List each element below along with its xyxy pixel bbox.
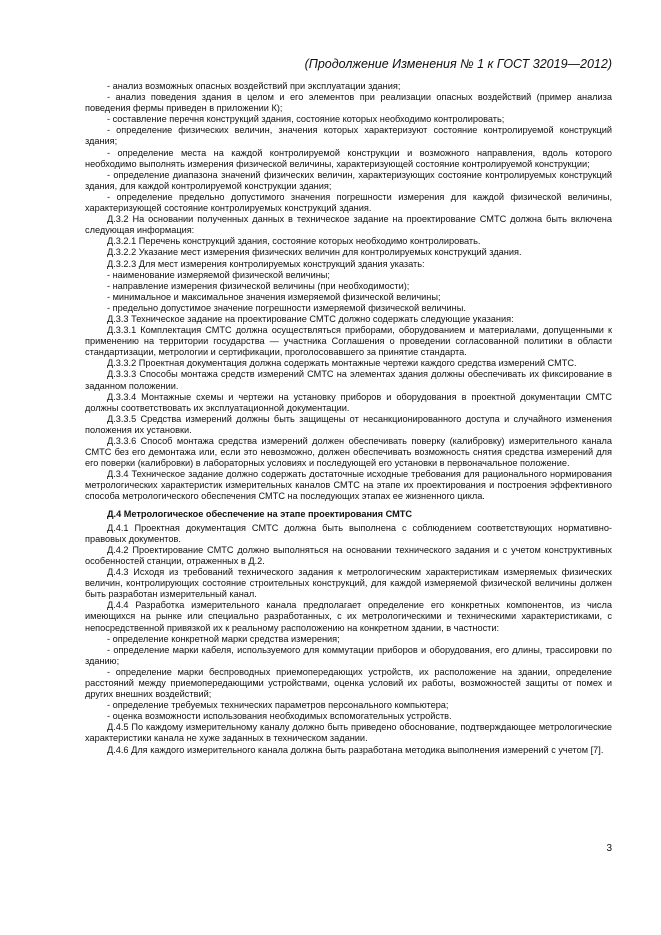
paragraph: - наименование измеряемой физической величины; xyxy=(107,269,330,280)
paragraph: Д.4.6 Для каждого измерительного канала должна быть разработана методика выполнения измерений с учетом [7]. xyxy=(107,744,604,755)
paragraph: - анализ поведения здания в целом и его элементов при реализации опасных воздействий (пример анализа поведения фермы приведен в приложении К); xyxy=(85,92,612,114)
paragraph: - минимальное и максимальное значения измеряемой физической величины; xyxy=(107,291,441,302)
paragraph: Д.3.3.2 Проектная документация должна содержать монтажные чертежи каждого средства измерений СМТС. xyxy=(107,358,577,369)
paragraph: Д.3.3.4 Монтажные схемы и чертежи на установку приборов и оборудования в проектной документации СМТС должны соответствовать их эксплуатационной документации. xyxy=(85,391,612,413)
paragraph: - определение требуемых технических параметров персонального компьютера; xyxy=(107,700,449,711)
paragraph: - оценка возможности использования необходимых вспомогательных устройств. xyxy=(107,711,452,722)
paragraph: - предельно допустимое значение погрешности измеряемой физической величины. xyxy=(107,302,466,313)
paragraph: - определение места на каждой контролируемой конструкции и возможного направления, вдоль которого необходимо выполнять измерения физической величины, характеризующей состояние контролируемой конструкции; xyxy=(85,147,612,169)
paragraph: Д.3.3.3 Способы монтажа средств измерений СМТС на элементах здания должны обеспечивать их фиксирование в заданном положении. xyxy=(85,369,612,391)
paragraph: Д.4.4 Разработка измерительного канала предполагает определение его конкретных компонентов, из числа имеющихся на рынке или специально разработанных, с их метрологическими и техническими характеристиками, с непосредственной привязкой их к реальному расположению на конкретном здании, в частности: xyxy=(85,600,612,633)
section-heading: Д.4 Метрологическое обеспечение на этапе проектирования СМТС xyxy=(107,508,412,519)
paragraph: Д.3.2.3 Для мест измерения контролируемых конструкций здания указать: xyxy=(107,258,425,269)
paragraph: Д.3.3 Техническое задание на проектирование СМТС должно содержать следующие указания: xyxy=(107,313,514,324)
paragraph: Д.4.1 Проектная документация СМТС должна быть выполнена с соблюдением соответствующих нормативно-правовых документов. xyxy=(85,522,612,544)
paragraph: Д.3.2.1 Перечень конструкций здания, состояние которых необходимо контролировать. xyxy=(107,236,481,247)
paragraph: Д.3.3.6 Способ монтажа средства измерений должен обеспечивать поверку (калибровку) измерительного канала СМТС без его демонтажа или, если это невозможно, должен обеспечивать возможность снятия средства измерений для его поверки (калибровки) в лабораторных условиях и последующей его установки в первоначальное положение. xyxy=(85,436,612,469)
paragraph: Д.4.2 Проектирование СМТС должно выполняться на основании технического задания и с учетом конструктивных особенностей станции, отраженных в Д.2. xyxy=(85,544,612,566)
running-header: (Продолжение Изменения № 1 к ГОСТ 32019—2012) xyxy=(304,57,612,71)
paragraph: - определение конкретной марки средства измерения; xyxy=(107,633,340,644)
paragraph: Д.4.5 По каждому измерительному каналу должно быть приведено обоснование, подтверждающее метрологические характеристики канала не хуже заданных в техническом задании. xyxy=(85,722,612,744)
paragraph: - направление измерения физической величины (при необходимости); xyxy=(107,280,410,291)
paragraph: Д.3.2.2 Указание мест измерения физических величин для контролируемых конструкций здания. xyxy=(107,247,522,258)
document-body xyxy=(85,81,612,756)
paragraph: - составление перечня конструкций здания, состояние которых необходимо контролировать; xyxy=(107,114,505,125)
paragraph: Д.3.4 Техническое задание должно содержать достаточные исходные требования для рационального нормирования метрологических характеристик измерительных каналов СМТС на этапе их проектирования и построения эффективного способа метрологического обеспечения СМТС на последующих этапах ее жизненного цикла. xyxy=(85,469,612,502)
paragraph: - определение марки беспроводных приемопередающих устройств, их расположение на здании, определение расстояний между приемопередающими устройствами, оценка условий их работы, возможностей защиты от помех и других внешних воздействий; xyxy=(85,666,612,700)
paragraph: - определение физических величин, значения которых характеризуют состояние контролируемой конструкций здания; xyxy=(85,125,612,147)
paragraph: Д.3.2 На основании полученных данных в техническое задание на проектирование СМТС должна быть включена следующая информация: xyxy=(85,214,612,236)
paragraph: Д.3.3.5 Средства измерений должны быть защищены от несанкционированного доступа и случайного изменения положения их установки. xyxy=(85,413,612,435)
paragraph: - определение предельно допустимого значения погрешности измерения для каждой физической величины, характеризующей состояние контролируемых конструкций здания. xyxy=(85,191,612,214)
paragraph: Д.3.3.1 Комплектация СМТС должна осуществляться приборами, оборудованием и материалами, допущенными к применению на территории государства — участника Соглашения о проведении согласованной политики в области стандартизации, метрологии и сертификации, проголосовавшего за принятие стандарта. xyxy=(85,325,612,358)
paragraph: Д.4.3 Исходя из требований технического задания к метрологическим характеристикам измеряемых физических величин, контролирующих состояние строительных конструкций, для каждой измеряемой физической величины должен быть разработан измерительный канал. xyxy=(85,567,612,600)
paragraph: - определение диапазона значений физических величин, характеризующих состояние контролируемых конструкций здания, для каждой контролируемой конструкции здания; xyxy=(85,169,612,191)
page-number: 3 xyxy=(606,843,612,854)
paragraph: - определение марки кабеля, используемого для коммутации приборов и оборудования, его длины, трассировки по зданию; xyxy=(85,644,612,666)
paragraph: - анализ возможных опасных воздействий при эксплуатации здания; xyxy=(107,81,401,91)
